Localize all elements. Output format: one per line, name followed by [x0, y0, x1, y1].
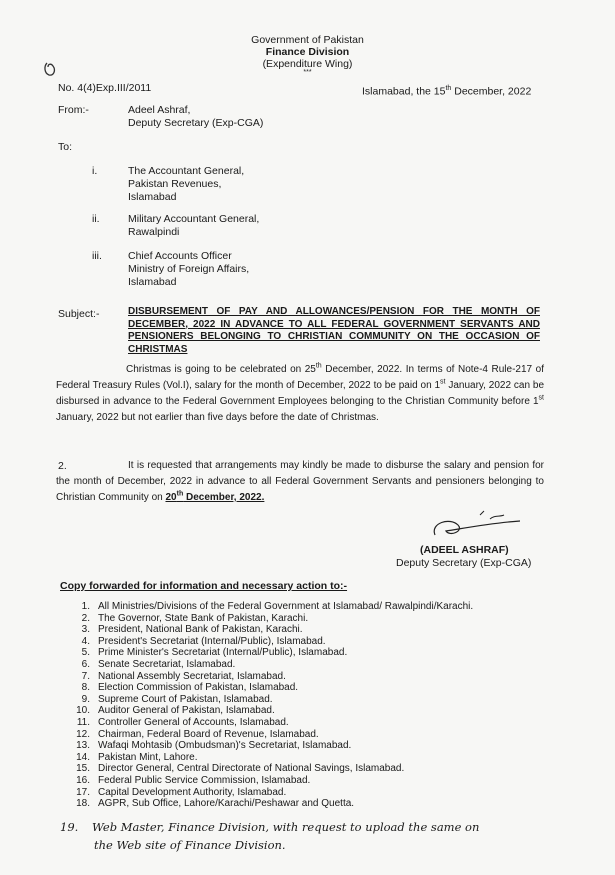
list-item: 12. Chairman, Federal Board of Revenue, Islamabad.	[76, 728, 319, 740]
handwritten-note-line-2: the Web site of Finance Division.	[94, 838, 286, 852]
header-division: Finance Division	[265, 46, 350, 58]
list-item: 11. Controller General of Accounts, Islamabad.	[76, 716, 289, 728]
copy-recipient-list	[64, 601, 564, 810]
list-item: 15. Director General, Central Directorate of National Savings, Islamabad.	[76, 763, 405, 775]
body-paragraph-1: Christmas is going to be celebrated on 25th December, 2022. In terms of Note-4 Rule-217 of Federal Treasury Rules (Vol.I), salary for the month of December, 2022 to be paid on 1st January, 2022 can be disbursed in advance to the Federal Government Employees belonging to the Christian Community before 1st January, 2022 but not earlier than five days before the date of Christmas.	[56, 362, 545, 423]
recipient-line: Islamabad	[128, 191, 177, 203]
list-item: 14. Pakistan Mint, Lahore.	[76, 751, 198, 763]
recipient-line: The Accountant General,	[128, 165, 245, 177]
paragraph-2-number: 2.	[58, 460, 67, 472]
list-item: 8. Election Commission of Pakistan, Islamabad.	[81, 682, 299, 694]
list-item: 7. National Assembly Secretariat, Islamabad.	[81, 670, 286, 682]
list-item: 16. Federal Public Service Commission, Islamabad.	[76, 774, 311, 786]
from-label: From:-	[58, 104, 89, 116]
recipient-line: Islamabad	[128, 276, 177, 288]
list-item: 10. Auditor General of Pakistan, Islamabad.	[76, 705, 275, 717]
list-item: 9. Supreme Court of Pakistan, Islamabad.	[81, 693, 273, 705]
body-paragraph-2: It is requested that arrangements may kindly be made to disburse the salary and pension for the month of December, 2022 in advance to all Federal Government Servants and pensioners belonging to Christian Community on 20th December, 2022.	[56, 460, 544, 503]
letter-number: No. 4(4)Exp.III/2011	[58, 82, 152, 94]
stamp-mark-icon	[42, 60, 58, 78]
handwritten-note-line-1: Web Master, Finance Division, with request to upload the same on	[92, 820, 480, 834]
recipient-line: Pakistan Revenues,	[128, 178, 222, 190]
recipient-number: iii.	[92, 250, 102, 262]
signatory-designation: Deputy Secretary (Exp-CGA)	[396, 557, 532, 569]
list-item: 1. All Ministries/Divisions of the Federal Government at Islamabad/ Rawalpindi/Karachi.	[81, 601, 474, 612]
from-designation: Deputy Secretary (Exp-CGA)	[128, 117, 264, 129]
recipient-line: Chief Accounts Officer	[128, 250, 232, 262]
subject-text: DISBURSEMENT OF PAY AND ALLOWANCES/PENSION FOR THE MONTH OF DECEMBER, 2022 IN ADVANCE TO ALL FEDERAL GOVERNMENT SERVANTS AND PENSIONERS BELONGING TO CHRISTIAN COMMUNITY ON THE OCCASION OF CHRISTMAS	[128, 306, 540, 355]
recipient-line: Military Accountant General,	[128, 213, 260, 225]
handwritten-number: 19.	[60, 820, 79, 834]
list-item: 3. President, National Bank of Pakistan, Karachi.	[81, 624, 303, 636]
list-item: 2. The Governor, State Bank of Pakistan, Karachi.	[81, 612, 309, 624]
recipient-line: Rawalpindi	[128, 226, 180, 238]
signatory-name: (ADEEL ASHRAF)	[420, 544, 509, 556]
header-wing: (Expenditure Wing)	[262, 58, 353, 70]
list-item: 17. Capital Development Authority, Islamabad.	[76, 786, 287, 798]
signature-scribble-icon	[420, 505, 530, 545]
list-item: 18. AGPR, Sub Office, Lahore/Karachi/Peshawar and Quetta.	[76, 798, 355, 810]
from-name: Adeel Ashraf,	[128, 104, 191, 116]
recipient-line: Ministry of Foreign Affairs,	[128, 263, 250, 275]
subject-label: Subject:-	[58, 308, 100, 320]
list-item: 4. President's Secretariat (Internal/Public), Islamabad.	[81, 635, 326, 647]
header-stars: ***	[303, 69, 312, 76]
header-government: Government of Pakistan	[251, 34, 364, 46]
recipient-number: ii.	[92, 213, 100, 225]
recipient-number: i.	[92, 165, 98, 177]
letter-date: Islamabad, the 15th December, 2022	[362, 85, 532, 98]
copy-forwarded-heading: Copy forwarded for information and necessary action to:-	[60, 580, 348, 592]
list-item: 5. Prime Minister's Secretariat (Internal/Public), Islamabad.	[81, 647, 348, 659]
to-label: To:	[58, 141, 73, 153]
list-item: 6. Senate Secretariat, Islamabad.	[81, 658, 236, 670]
list-item: 13. Wafaqi Mohtasib (Ombudsman)'s Secretariat, Islamabad.	[76, 740, 352, 752]
